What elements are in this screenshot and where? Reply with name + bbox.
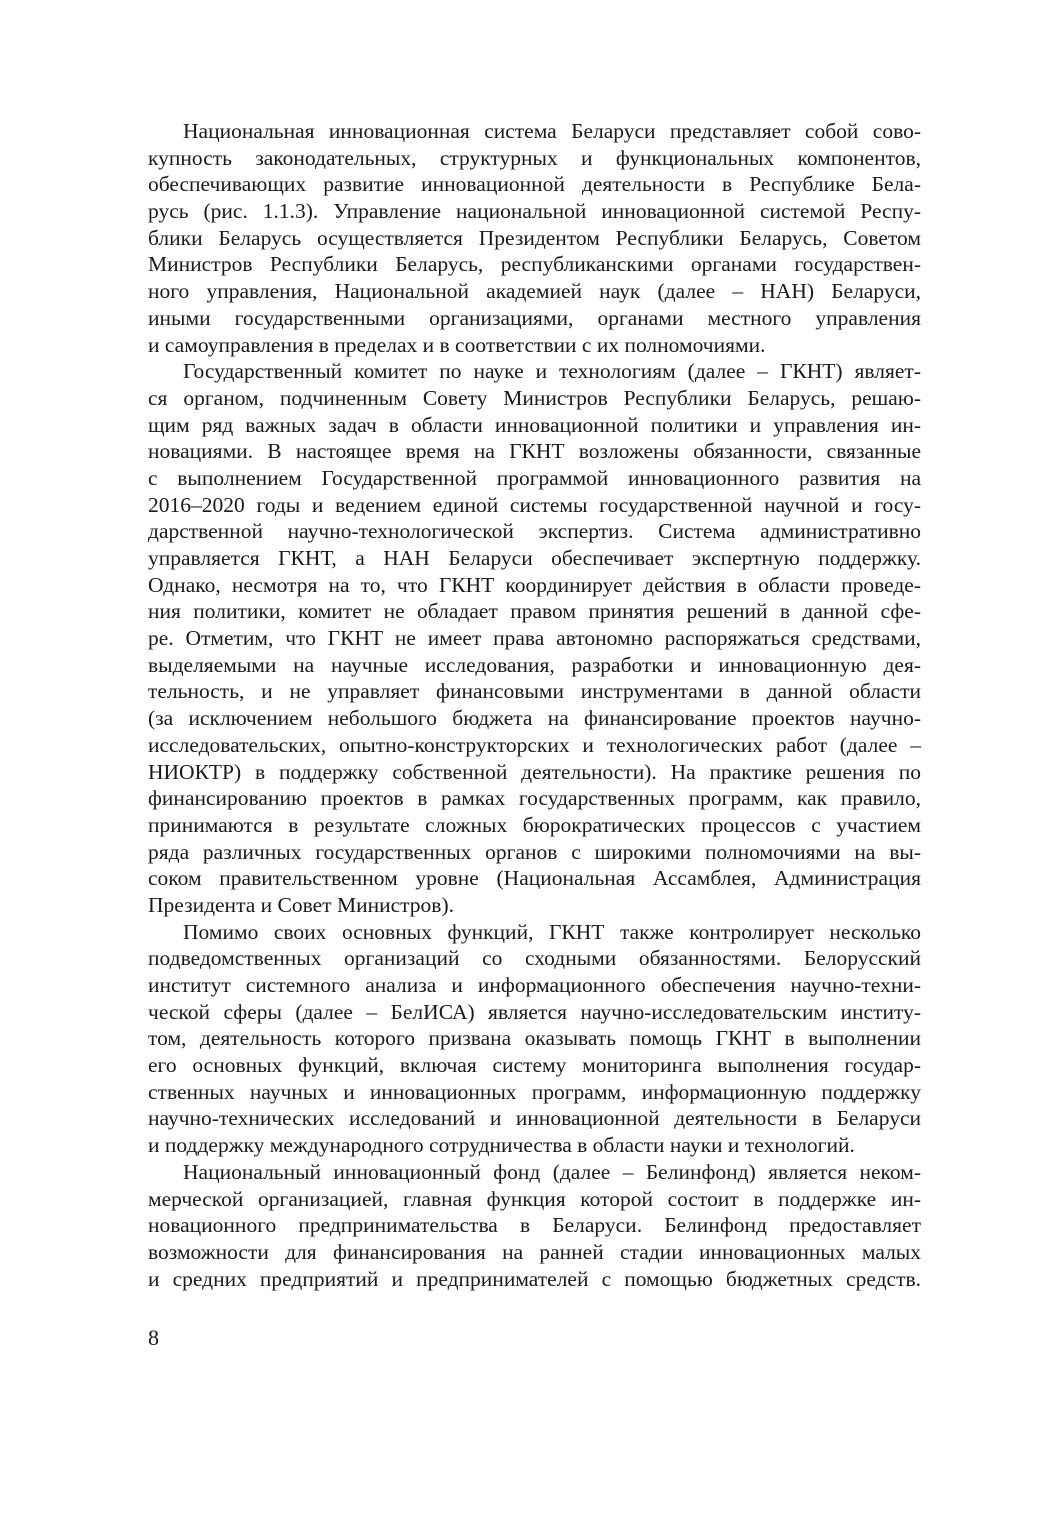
text-line: ного управления, Национальной академией наук (далее – НАН) Беларуси, xyxy=(148,279,921,304)
text-line: щим ряд важных задач в области инновационной политики и управления ин- xyxy=(148,412,921,437)
text-line: и средних предприятий и предпринимателей с помощью бюджетных средств. xyxy=(148,1266,921,1291)
text-line: институт системного анализа и информационного обеспечения научно-техни- xyxy=(148,973,921,997)
text-line: ческой сферы (далее – БелИСА) является научно-исследовательским институ- xyxy=(148,999,921,1024)
text-line: подведомственных организаций со сходными обязанностями. Белорусский xyxy=(148,946,921,971)
paragraph-2 xyxy=(148,358,921,918)
text-line: исследовательских, опытно-конструкторских и технологических работ (далее – xyxy=(148,732,921,757)
text-line: Помимо своих основных функций, ГКНТ также контролирует несколько xyxy=(183,919,921,944)
text-line: и поддержку международного сотрудничества в области науки и технологий. xyxy=(148,1133,855,1158)
text-line: и самоуправления в пределах и в соответствии с их полномочиями. xyxy=(148,332,766,357)
text-line: тельность, и не управляет финансовыми инструментами в данной области xyxy=(148,679,921,704)
text-line: Национальный инновационный фонд (далее – Белинфонд) является неком- xyxy=(183,1159,921,1184)
text-line: ся органом, подчиненным Совету Министров Республики Беларусь, решаю- xyxy=(148,385,921,410)
text-line: купность законодательных, структурных и функциональных компонентов, xyxy=(148,145,921,170)
paragraph-1 xyxy=(148,118,921,358)
text-line: блики Беларусь осуществляется Президентом Республики Беларусь, Советом xyxy=(148,225,921,250)
text-line: его основных функций, включая систему мониторинга выполнения государ- xyxy=(148,1053,921,1078)
text-line: русь (рис. 1.1.3). Управление национальной инновационной системой Респу- xyxy=(148,199,921,224)
text-line: возможности для финансирования на ранней стадии инновационных малых xyxy=(148,1239,921,1264)
text-line: Президента и Совет Министров). xyxy=(148,892,454,917)
text-line: том, деятельность которого призвана оказывать помощь ГКНТ в выполнении xyxy=(148,1026,921,1051)
paragraph-3 xyxy=(148,919,921,1159)
body-text xyxy=(148,118,921,1292)
text-line: иными государственными организациями, органами местного управления xyxy=(148,305,921,330)
text-line: Однако, несмотря на то, что ГКНТ координирует действия в области проведе- xyxy=(148,572,921,597)
text-line: дарственной научно-технологической экспертиз. Система административно xyxy=(148,519,921,544)
text-line: соком правительственном уровне (Национальная Ассамблея, Администрация xyxy=(148,866,921,891)
text-line: 2016–2020 годы и ведением единой системы государственной научной и госу- xyxy=(148,492,921,517)
text-line: ряда различных государственных органов с широкими полномочиями на вы- xyxy=(148,839,921,864)
text-line: Государственный комитет по науке и технологиям (далее – ГКНТ) являет- xyxy=(183,359,921,384)
text-line: Министров Республики Беларусь, республиканскими органами государствен- xyxy=(148,252,921,277)
text-line: обеспечивающих развитие инновационной деятельности в Республике Бела- xyxy=(148,172,921,197)
text-line: финансированию проектов в рамках государственных программ, как правило, xyxy=(148,786,921,811)
text-line: с выполнением Государственной программой инновационного развития на xyxy=(148,465,921,490)
text-line: мерческой организацией, главная функция которой состоит в поддержке ин- xyxy=(148,1186,921,1211)
text-line: ния политики, комитет не обладает правом принятия решений в данной сфе- xyxy=(148,599,921,624)
text-line: новационного предпринимательства в Беларуси. Белинфонд предоставляет xyxy=(148,1213,921,1238)
text-line: принимаются в результате сложных бюрократических процессов с участием xyxy=(148,812,921,837)
text-line: ре. Отметим, что ГКНТ не имеет права автономно распоряжаться средствами, xyxy=(148,626,921,651)
text-line: НИОКТР) в поддержку собственной деятельности). На практике решения по xyxy=(148,759,921,784)
text-line: научно-технических исследований и инновационной деятельности в Беларуси xyxy=(148,1106,921,1131)
paragraph-4 xyxy=(148,1159,921,1292)
text-line: выделяемыми на научные исследования, разработки и инновационную дея- xyxy=(148,652,921,677)
text-line: (за исключением небольшого бюджета на финансирование проектов научно- xyxy=(148,706,921,731)
text-line: ственных научных и инновационных программ, информационную поддержку xyxy=(148,1079,921,1104)
text-line: управляется ГКНТ, а НАН Беларуси обеспечивает экспертную поддержку. xyxy=(148,546,921,570)
text-line: новациями. В настоящее время на ГКНТ возложены обязанности, связанные xyxy=(148,439,921,464)
text-line: Национальная инновационная система Беларуси представляет собой сово- xyxy=(183,119,921,143)
page-number: 8 xyxy=(148,1325,159,1350)
